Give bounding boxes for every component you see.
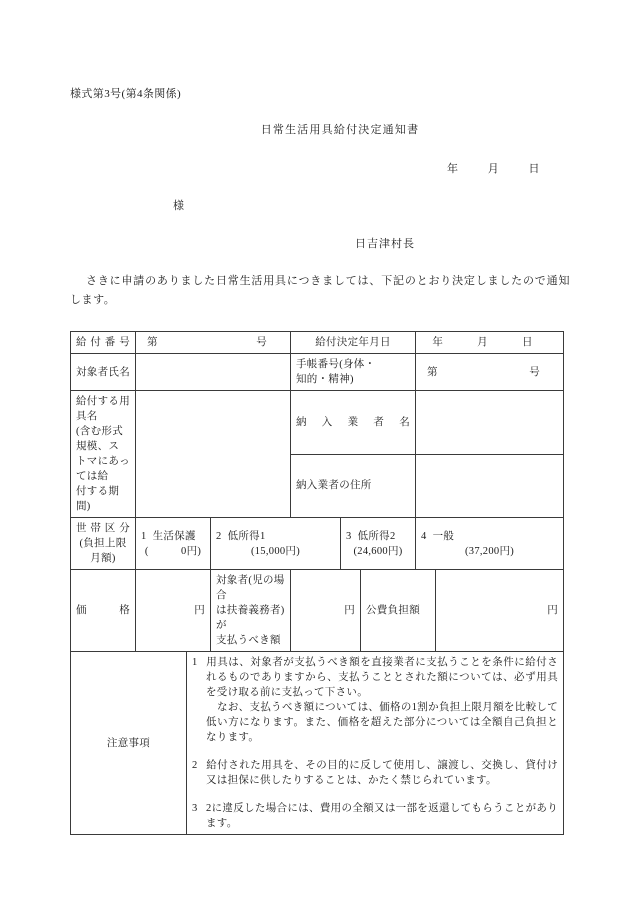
payable-amount-value-cell[interactable] [291,570,361,652]
household-category-label-line1: 世帯区分 [76,523,130,534]
payable-amount-label-line3: 支払うべき額 [216,635,281,646]
handbook-number-suffix: 号 [529,366,541,378]
body-paragraph [70,272,570,310]
decision-date-year: 年 [432,337,444,348]
decision-date-label: 給付決定年月日 [291,332,416,354]
device-name-label-line2: (含む形式規模、ス [76,426,123,452]
recipient-name-label: 対象者氏名 [71,354,136,391]
date-year-label: 年 [447,163,459,175]
household-category-1-num: 1 [141,530,147,542]
table-row-notes [71,652,564,835]
device-name-label-line1: 給付する用具名 [76,396,130,422]
benefit-number-value-cell[interactable] [136,332,291,354]
body-line-1: さきに申請のありました日常生活用具につきましては、下記のとおり決定しましたので [86,275,547,287]
household-category-1-name: 生活保護 [152,530,196,542]
public-burden-unit: 円 [547,605,559,616]
note-2-text: 給付された用具を、その目的に反して使用し、譲渡し、交換し、貸付け又は担保に供したりすることは、かたく禁じられています。 [206,760,559,786]
payable-amount-unit: 円 [344,605,355,616]
household-category-3-name: 低所得2 [357,530,396,542]
recipient-name-value[interactable] [136,354,291,391]
date-day-label: 日 [528,163,540,175]
decision-date-month: 月 [477,337,488,348]
household-category-4-name: 一般 [432,530,455,542]
price-unit: 円 [194,605,205,616]
household-category-label [71,518,136,570]
table-row-price [71,570,564,652]
supplier-address-label: 納入業者の住所 [291,454,416,518]
note-1-text: 用具は、対象者が支払うべき額を直接業者に支払うことを条件に給付されるものでありますから、支払うこととされた額については、必ず用具を受け取る前に支払って下さい。 [206,657,559,698]
table-row-household-category [71,518,564,570]
note-2-marker: 2 [192,760,198,771]
table-row-benefit-number [71,332,564,354]
household-category-3-num: 3 [346,530,352,542]
benefit-number-label: 給付番号 [71,332,136,354]
price-value-cell[interactable] [136,570,211,652]
note-3-text: 2に違反した場合には、費用の全額又は一部を返還してもらうことがあります。 [206,803,559,829]
household-category-label-line2: (負担上限月額) [79,538,127,564]
household-category-4-amount: (37,200円) [464,545,515,557]
household-category-2-amount: (15,000円) [250,545,301,557]
household-category-3-amount: (24,600円) [353,545,403,557]
note-1-marker: 1 [192,657,198,668]
household-category-option-1[interactable] [136,518,211,570]
note-item-3 [192,801,558,831]
device-name-label [71,391,136,518]
payable-amount-label-line2: は扶養義務者)が [216,605,285,631]
payable-amount-label-line1: 対象者(児の場合 [216,575,285,601]
household-category-option-3[interactable] [341,518,416,570]
decision-date-value-cell[interactable] [416,332,564,354]
table-row-recipient-name [71,354,564,391]
table-row-device-supplier-name [71,391,564,455]
note-item-2 [192,758,558,788]
issue-date-line [0,160,630,176]
body-line-2: 通知します。 [70,275,570,306]
public-burden-label: 公費負担額 [361,570,436,652]
issuer-name: 日吉津村長 [355,238,415,250]
household-category-option-2[interactable] [211,518,341,570]
handbook-number-value-cell[interactable] [416,354,564,391]
date-month-label: 月 [487,163,500,175]
note-3-marker: 3 [192,803,198,814]
payable-amount-label [211,570,291,652]
household-category-4-num: 4 [421,530,427,542]
household-category-option-4[interactable] [416,518,564,570]
benefit-decision-table [70,331,564,835]
notes-label: 注意事項 [71,652,187,835]
handbook-number-prefix: 第 [427,366,438,378]
household-category-2-name: 低所得1 [227,530,266,542]
device-name-label-line3: トマにあっては給 [76,456,130,482]
price-label: 価格 [71,570,136,652]
form-id-label: 様式第3号(第4条関係) [70,88,182,100]
household-category-2-num: 2 [216,530,222,542]
addressee-honorific: 様 [173,200,184,212]
benefit-number-prefix: 第 [147,337,158,348]
note-1-subtext: なお、支払うべき額については、価格の1割か負担上限月額を比較して低い方になります。また、価格を超えた部分については全額自己負担となります。 [206,702,559,743]
device-name-value[interactable] [136,391,291,518]
benefit-number-suffix: 号 [256,337,267,348]
handbook-number-label-line2: 知的・精神) [296,374,354,385]
supplier-address-value[interactable] [416,454,564,518]
supplier-name-value[interactable] [416,391,564,455]
note-item-1 [192,655,558,745]
household-category-1-amount: ( 0円) [144,545,202,557]
document-title: 日常生活用具給付決定通知書 [260,124,420,136]
device-name-label-line4: 付する期間) [76,486,120,512]
supplier-name-label: 納入業者名 [291,391,416,455]
decision-date-day: 日 [521,337,533,348]
notes-content [187,652,564,835]
public-burden-value-cell[interactable] [436,570,564,652]
handbook-number-label [291,354,416,391]
handbook-number-label-line1: 手帳番号(身体・ [296,359,376,370]
